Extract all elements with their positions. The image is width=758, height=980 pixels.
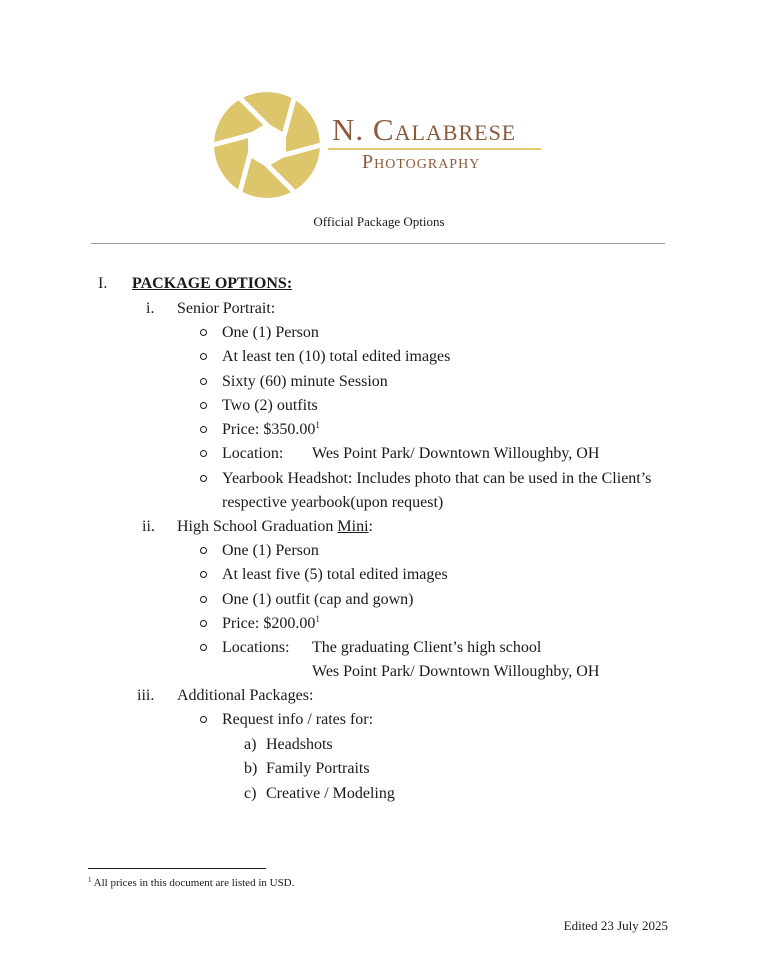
option-letter: c) [244,785,257,802]
bullet-icon [200,353,207,360]
brand-divider [328,148,541,150]
location-value: Wes Point Park/ Downtown Willoughby, OH [312,663,600,680]
bullet-icon [200,716,207,723]
grad-title: High School Graduation Mini: [177,518,373,535]
list-item: One (1) Person [222,324,319,341]
list-item: One (1) Person [222,542,319,559]
additional-numeral: iii. [137,687,155,704]
list-item: At least ten (10) total edited images [222,348,451,365]
location-label: Locations: [222,639,290,656]
bullet-icon [200,402,207,409]
document-subtitle: Official Package Options [313,214,445,229]
option-label: Creative / Modeling [266,785,395,802]
list-item: Sixty (60) minute Session [222,373,388,390]
list-item: One (1) outfit (cap and gown) [222,591,414,608]
bullet-icon [200,475,207,482]
additional-title: Additional Packages: [177,687,314,704]
list-item: Yearbook Headshot: Includes photo that can be used in the Client’s [222,470,652,487]
bullet-icon [200,426,207,433]
location-value: Wes Point Park/ Downtown Willoughby, OH [312,445,600,462]
list-item: Two (2) outfits [222,397,318,414]
location-value: The graduating Client’s high school [312,639,542,656]
option-label: Headshots [266,736,333,753]
edited-date: Edited 23 July 2025 [563,918,668,933]
option-letter: a) [244,736,257,753]
bullet-icon [200,450,207,457]
option-letter: b) [244,760,258,777]
bullet-icon [200,571,207,578]
option-label: Family Portraits [266,760,370,777]
bullet-icon [200,329,207,336]
footnote: $^1$ All prices in this document are listed in USD. [88,876,295,889]
section-title: PACKAGE OPTIONS: [132,275,293,292]
grad-numeral: ii. [142,518,155,535]
header-divider [91,243,665,244]
list-item: Request info / rates for: [222,711,374,728]
list-item-continuation: respective yearbook(upon request) [222,494,444,511]
bullet-icon [200,644,207,651]
footnote-ref: 1 [315,420,320,430]
senior-numeral: i. [146,300,155,317]
bullet-icon [200,620,207,627]
bullet-icon [200,378,207,385]
section-numeral: I. [98,275,108,292]
brand-subtitle: Photography [362,151,481,173]
price-item: Price: $350.00$^1$ [222,420,320,438]
bullet-icon [200,547,207,554]
camera-aperture-icon [214,92,320,198]
footnote-ref: 1 [315,614,320,624]
list-item: At least five (5) total edited images [222,566,448,583]
brand-name: N. Calabrese [332,112,517,147]
footnote-divider [88,868,266,869]
bullet-icon [200,596,207,603]
location-label: Location: [222,445,284,462]
price-item: Price: $200.00$^1$ [222,614,320,632]
senior-title: Senior Portrait: [177,300,276,317]
